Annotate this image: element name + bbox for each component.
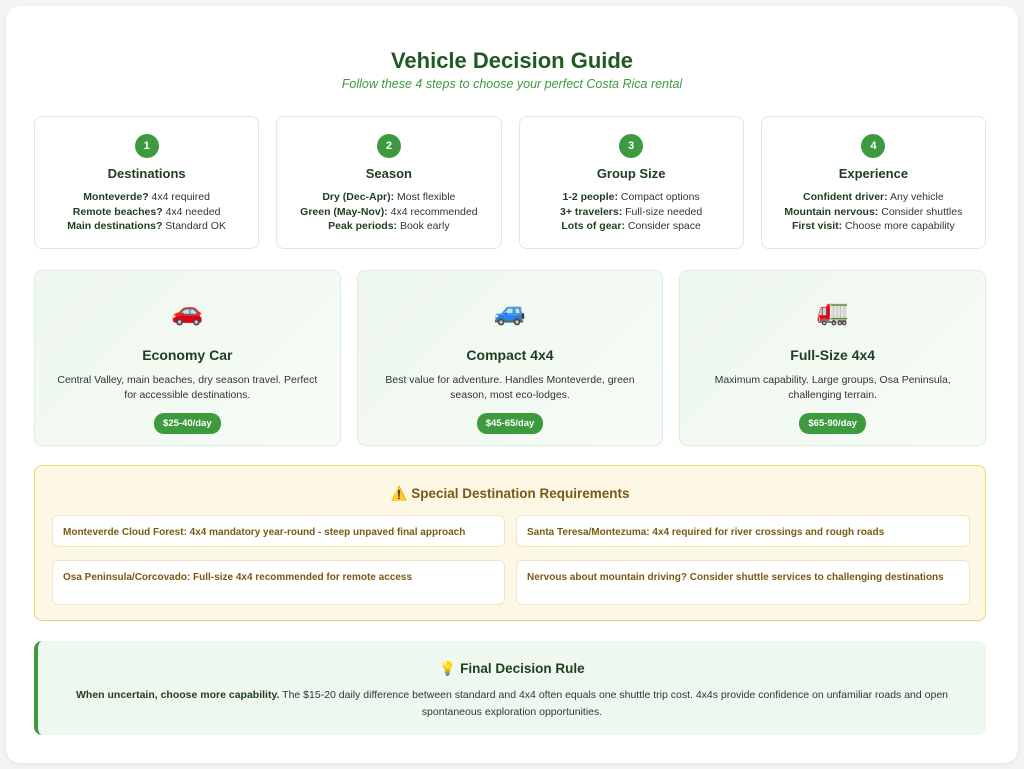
vehicle-description: Central Valley, main beaches, dry season travel. Perfect for accessible destinations. xyxy=(57,374,318,401)
final-decision-box xyxy=(34,641,986,735)
vehicle-card-economy xyxy=(34,270,341,446)
step-line: Mountain nervous: Consider shuttles xyxy=(784,205,963,218)
step-card-group-size xyxy=(519,116,744,249)
vehicle-description: Maximum capability. Large groups, Osa Peninsula, challenging terrain. xyxy=(714,374,951,401)
special-requirements-box xyxy=(34,465,986,621)
requirement-item: Nervous about mountain driving? Consider shuttle services to challenging destinations xyxy=(516,560,970,605)
step-line: 1-2 people: Compact options xyxy=(562,191,700,203)
step-title: Group Size xyxy=(596,166,666,181)
step-number-badge: 2 xyxy=(377,134,401,158)
page-title: Vehicle Decision Guide xyxy=(390,48,634,73)
vehicle-name: Full-Size 4x4 xyxy=(790,347,876,363)
step-title: Destinations xyxy=(107,166,186,181)
step-line: Peak periods: Book early xyxy=(328,220,450,232)
step-line: Green (May-Nov): 4x4 recommended xyxy=(300,205,478,218)
page-container xyxy=(6,6,1018,763)
suv-icon: 🚙 xyxy=(493,296,527,326)
red-car-icon: 🚗 xyxy=(171,296,204,326)
price-badge: $65-90/day xyxy=(799,413,866,434)
step-line: Dry (Dec-Apr): Most flexible xyxy=(322,191,456,203)
special-requirements-title: ⚠️ Special Destination Requirements xyxy=(390,486,630,501)
step-line: 3+ travelers: Full-size needed xyxy=(560,205,703,218)
vehicle-options-row xyxy=(34,270,986,446)
vehicle-card-compact-4x4 xyxy=(357,270,664,446)
final-decision-text: When uncertain, choose more capability. The $15-20 daily difference between standard and 4x4 often equals one shuttle trip cost. 4x4s provide confidence on unfamiliar roads and open spontaneous exploration opportunities. xyxy=(76,689,948,718)
step-line: Remote beaches? 4x4 needed xyxy=(72,205,221,218)
step-line: First visit: Choose more capability xyxy=(791,220,955,232)
vehicle-name: Compact 4x4 xyxy=(466,347,554,363)
step-title: Experience xyxy=(838,166,909,181)
lightbulb-icon: 💡 xyxy=(439,661,457,676)
step-card-destinations xyxy=(34,116,259,249)
vehicle-name: Economy Car xyxy=(142,347,233,363)
requirement-item: Santa Teresa/Montezuma: 4x4 required for river crossings and rough roads xyxy=(516,515,970,547)
step-number-badge: 3 xyxy=(619,134,643,158)
step-number-badge: 1 xyxy=(135,134,159,158)
step-line: Main destinations? Standard OK xyxy=(67,220,226,232)
step-line: Confident driver: Any vehicle xyxy=(803,191,944,203)
step-title: Season xyxy=(365,166,412,181)
requirement-item: Monteverde Cloud Forest: 4x4 mandatory year-round - steep unpaved final approach xyxy=(52,515,505,547)
page-subtitle: Follow these 4 steps to choose your perfect Costa Rica rental xyxy=(341,77,683,91)
requirement-item: Osa Peninsula/Corcovado: Full-size 4x4 recommended for remote access xyxy=(52,560,505,605)
truck-icon: 🚛 xyxy=(816,296,849,326)
steps-row xyxy=(34,116,986,249)
vehicle-card-full-size-4x4 xyxy=(679,270,986,446)
vehicle-description: Best value for adventure. Handles Monteverde, green season, most eco-lodges. xyxy=(385,374,635,401)
step-line: Monteverde? 4x4 required xyxy=(83,191,210,203)
warning-icon: ⚠️ xyxy=(390,486,408,501)
step-line: Lots of gear: Consider space xyxy=(561,220,701,232)
price-badge: $25-40/day xyxy=(154,413,221,434)
step-card-experience xyxy=(761,116,986,249)
final-decision-title: 💡 Final Decision Rule xyxy=(439,661,585,676)
step-card-season xyxy=(276,116,501,249)
step-number-badge: 4 xyxy=(861,134,885,158)
price-badge: $45-65/day xyxy=(477,413,544,434)
